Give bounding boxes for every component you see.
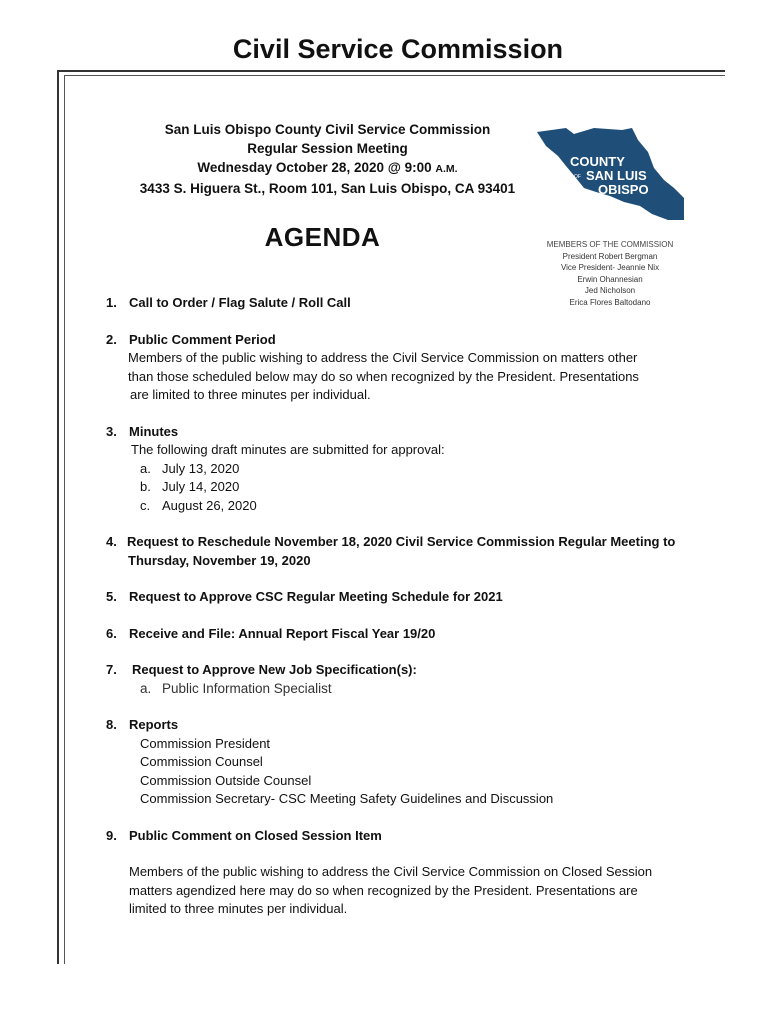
frame-border-top-inner: [64, 75, 725, 76]
agenda-item: [106, 331, 726, 405]
logo-text-san-luis: SAN LUIS: [586, 168, 647, 183]
item-title: Reports: [129, 717, 179, 732]
item-number: 8.: [106, 717, 117, 732]
item-title: Receive and File: Annual Report Fiscal Year 19/20: [129, 625, 436, 641]
minutes-entry: [140, 478, 726, 497]
member-name: Erica Flores Baltodano: [569, 297, 651, 307]
header-commission-name: San Luis Obispo County Civil Service Commission: [164, 122, 491, 137]
report-line: Commission Counsel: [140, 754, 263, 769]
sub-letter: a.: [140, 460, 151, 476]
frame-border-left-inner: [64, 75, 65, 964]
agenda-item: [106, 716, 726, 809]
item-title: Call to Order / Flag Salute / Roll Call: [129, 295, 351, 310]
sub-letter: b.: [140, 479, 151, 494]
item-title: Public Comment Period: [129, 331, 276, 347]
item-number: 3.: [106, 423, 117, 439]
item-body-line: The following draft minutes are submitted for approval:: [131, 442, 445, 457]
agenda-items: [106, 294, 726, 937]
page-title: Civil Service Commission: [232, 34, 564, 64]
sub-text: Public Information Specialist: [162, 680, 332, 696]
header-time-suffix: A.M.: [435, 163, 458, 175]
logo-text-county: COUNTY: [570, 154, 625, 169]
frame-border-left: [57, 70, 59, 964]
item-title: Request to Reschedule November 18, 2020 Civil Service Commission Regular Meeting to: [127, 534, 676, 549]
member-name: Jed Nicholson: [584, 286, 636, 295]
item-title-continued: Thursday, November 19, 2020: [128, 552, 311, 568]
header-date: Wednesday October 28, 2020 @ 9:00: [197, 160, 436, 175]
agenda-item: [106, 827, 726, 919]
item-body-line: Members of the public wishing to address the Civil Service Commission on Closed Session: [129, 864, 653, 879]
agenda-heading: AGENDA: [264, 222, 381, 252]
item-body-line: than those scheduled below may do so when recognized by the President. Presentations: [128, 368, 639, 384]
header-date-time: [110, 158, 545, 179]
report-line: Commission Secretary- CSC Meeting Safety Guidelines and Discussion: [140, 791, 554, 806]
report-line: Commission Outside Counsel: [140, 772, 312, 788]
sub-text: July 14, 2020: [162, 479, 240, 494]
item-number: 5.: [106, 589, 117, 604]
item-body-line: are limited to three minutes per individual.: [130, 387, 371, 402]
job-spec-entry: [140, 680, 726, 699]
header-address: 3433 S. Higuera St., Room 101, San Luis Obispo, CA 93401: [139, 181, 516, 196]
item-number: 1.: [106, 295, 117, 310]
item-number: 6.: [106, 625, 117, 641]
logo-text-of: OF: [574, 174, 581, 180]
member-name: President Robert Bergman: [562, 251, 658, 261]
county-logo: [536, 126, 686, 224]
agenda-item: [106, 625, 726, 644]
header-session-type: Regular Session Meeting: [247, 141, 408, 156]
report-line: Commission President: [140, 735, 271, 751]
minutes-entry: [140, 497, 726, 516]
item-number: 7.: [106, 662, 117, 677]
members-title: MEMBERS OF THE COMMISSION: [546, 240, 674, 249]
logo-text-obispo: OBISPO: [598, 182, 649, 197]
item-title: Public Comment on Closed Session Item: [129, 827, 382, 843]
item-title: Minutes: [129, 423, 179, 439]
meeting-header: [110, 120, 545, 198]
item-body-line: limited to three minutes per individual.: [129, 901, 348, 916]
frame-border-top: [57, 70, 725, 72]
agenda-item: [106, 661, 726, 698]
item-body-line: Members of the public wishing to address the Civil Service Commission on matters other: [128, 350, 638, 365]
item-body-line: matters agendized here may do so when recognized by the President. Presentations are: [129, 882, 638, 898]
sub-text: August 26, 2020: [162, 497, 257, 513]
member-name: Vice President- Jeannie Nix: [560, 263, 660, 272]
item-title: Request to Approve CSC Regular Meeting Schedule for 2021: [129, 589, 503, 604]
item-number: 9.: [106, 827, 117, 843]
sub-letter: c.: [140, 497, 151, 513]
agenda-item: [106, 423, 726, 516]
member-name: Erwin Ohannesian: [577, 274, 643, 284]
sub-text: July 13, 2020: [162, 460, 240, 476]
item-title: Request to Approve New Job Specification(s):: [132, 662, 417, 677]
agenda-item: [106, 294, 726, 313]
minutes-entry: [140, 460, 726, 479]
item-number: 2.: [106, 331, 117, 347]
item-number: 4.: [106, 534, 117, 549]
sub-letter: a.: [140, 680, 152, 696]
agenda-item: [106, 588, 726, 607]
agenda-item: [106, 533, 726, 570]
